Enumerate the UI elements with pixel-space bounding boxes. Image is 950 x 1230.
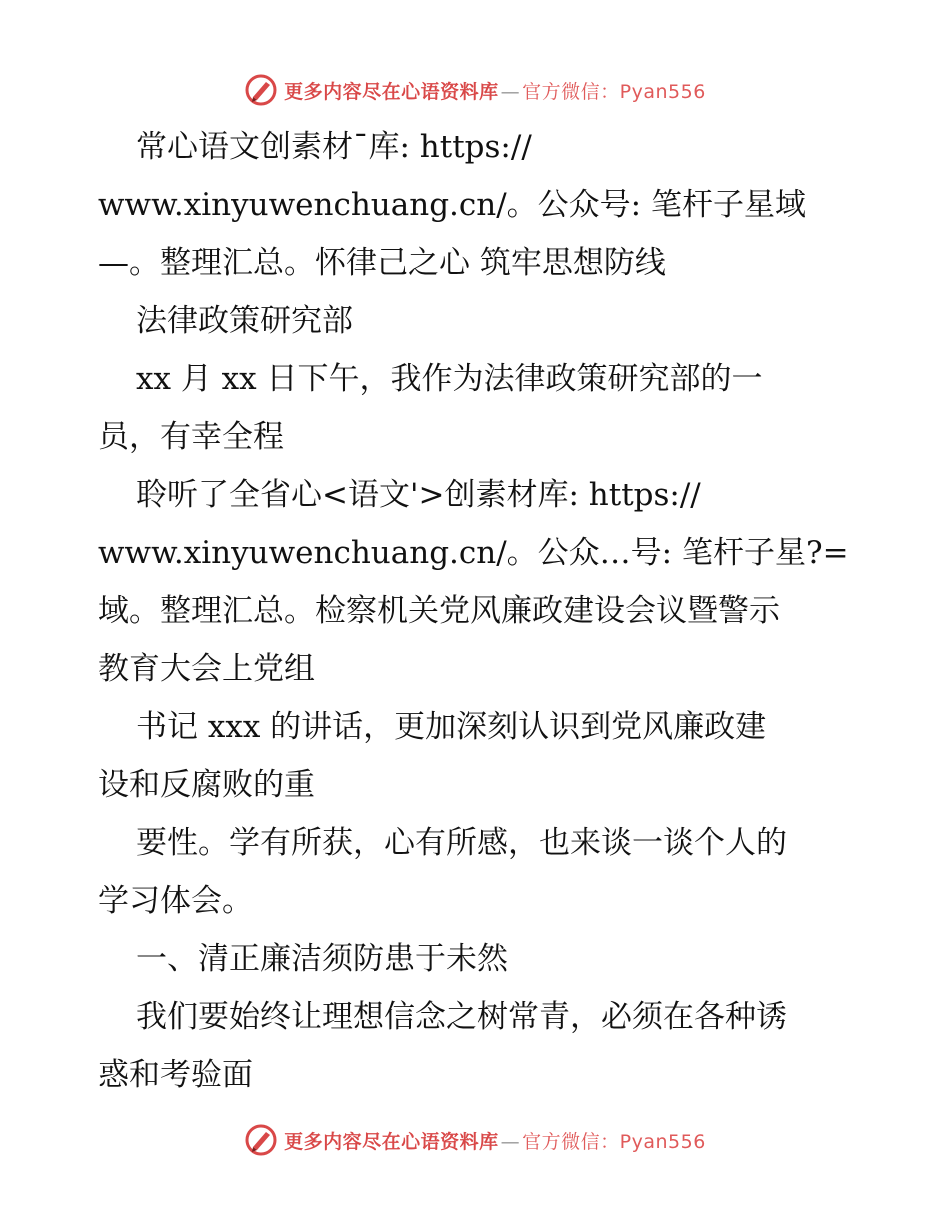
body-line: 常心语文创素材¯库: https:// — [136, 129, 532, 165]
body-line: 一、清正廉洁须防患于未然 — [136, 941, 508, 977]
banner-lead: 更多内容尽在心语资料库 — [284, 80, 499, 103]
body-line: 我们要始终让理想信念之树常青，必须在各种诱 — [136, 999, 787, 1035]
footer-banner — [0, 1120, 950, 1160]
body-line: www.xinyuwenchuang.cn/。公众号: 笔杆子星域 — [98, 187, 806, 223]
banner-text — [284, 1127, 706, 1154]
body-line: www.xinyuwenchuang.cn/。公众…号: 笔杆子星?= — [98, 535, 849, 571]
body-line: 法律政策研究部 — [136, 303, 353, 339]
banner-separator: — — [500, 80, 521, 103]
body-line: 要性。学有所获，心有所感，也来谈一谈个人的 — [136, 825, 787, 861]
body-line: 聆听了全省心<语文'>创素材库: https:// — [136, 477, 701, 513]
header-banner — [0, 70, 950, 110]
body-line: 学习体会。 — [98, 883, 253, 919]
banner-wechat: 官方微信：Pyan556 — [522, 1130, 706, 1153]
body-line: 员，有幸全程 — [98, 419, 284, 455]
body-line: —。整理汇总。怀律己之心 筑牢思想防线 — [98, 245, 666, 281]
body-line: 设和反腐败的重 — [98, 767, 315, 803]
pen-logo-icon — [244, 1123, 278, 1157]
pen-logo-icon — [244, 73, 278, 107]
body-line: 书记 xxx 的讲话，更加深刻认识到党风廉政建 — [136, 709, 767, 745]
document-body — [98, 118, 858, 1104]
body-line: 教育大会上党组 — [98, 651, 315, 687]
banner-separator: — — [500, 1130, 521, 1153]
banner-lead: 更多内容尽在心语资料库 — [284, 1130, 499, 1153]
banner-wechat: 官方微信：Pyan556 — [522, 80, 706, 103]
body-line: 域。整理汇总。检察机关党风廉政建设会议暨警示 — [98, 593, 780, 629]
body-line: xx 月 xx 日下午，我作为法律政策研究部的一 — [136, 361, 763, 397]
body-line: 惑和考验面 — [98, 1057, 253, 1093]
banner-text — [284, 77, 706, 104]
